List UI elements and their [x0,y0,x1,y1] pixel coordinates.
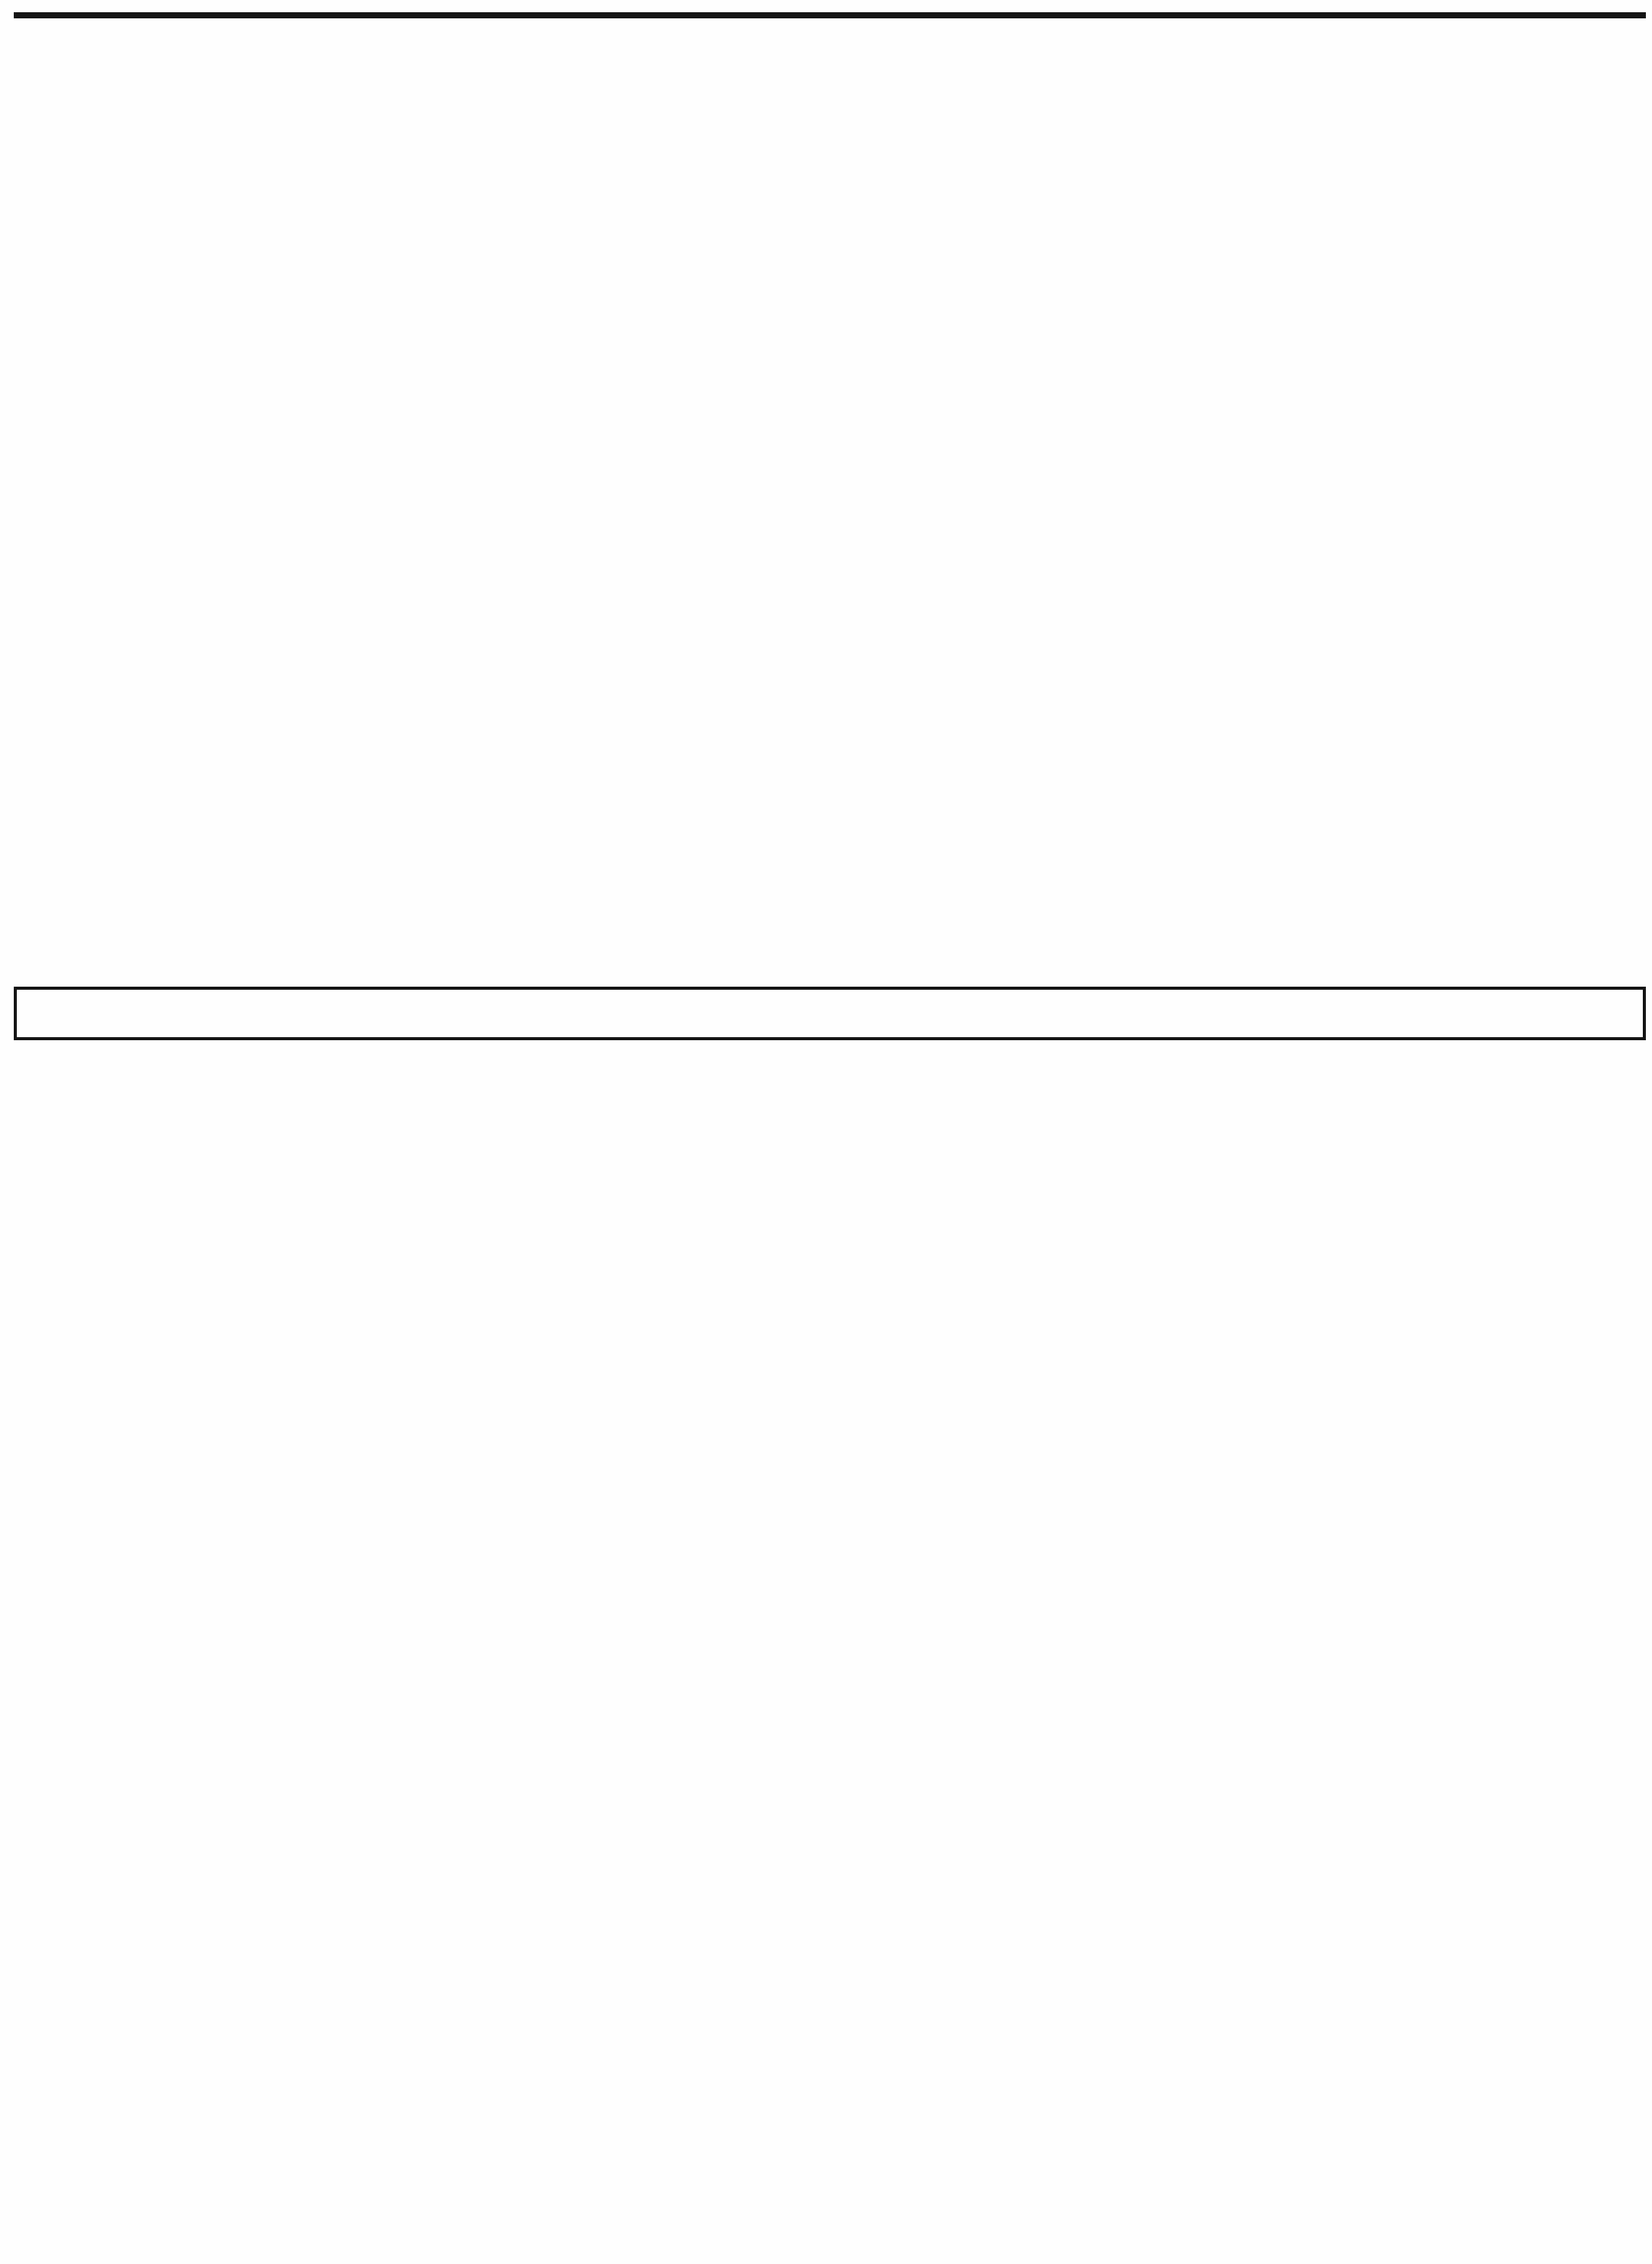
expense-table [14,987,1646,1040]
signature-line [0,896,1652,939]
income-table-continued [14,12,1646,18]
